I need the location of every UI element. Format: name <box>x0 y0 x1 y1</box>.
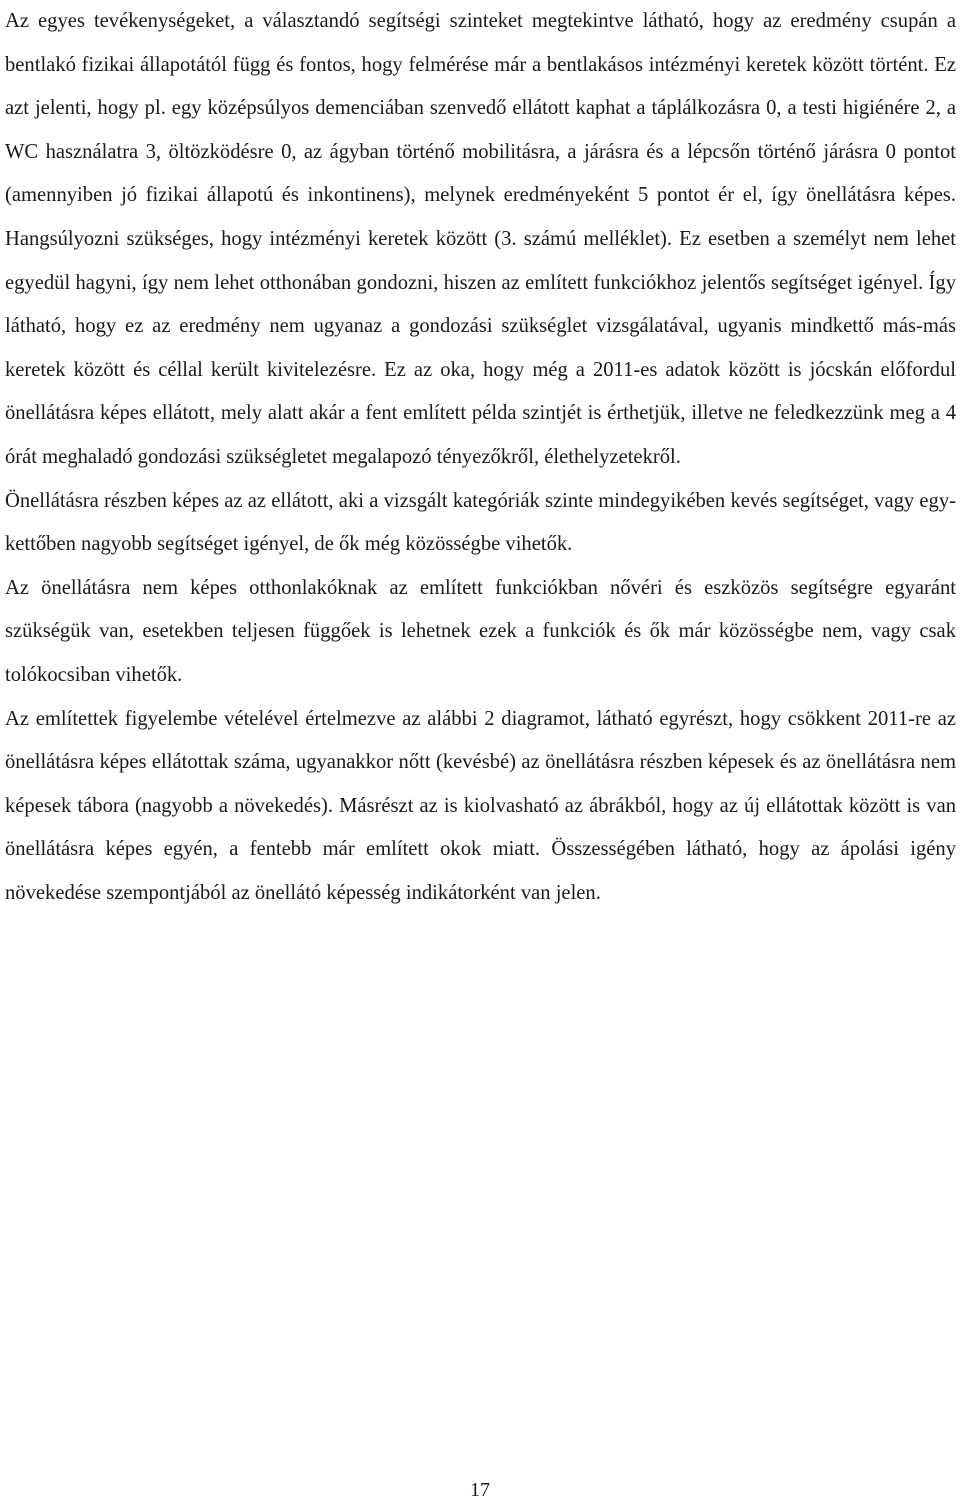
paragraph-diagram-interpretation: Az említettek figyelembe vételével értelmezve az alábbi 2 diagramot, látható egyrészt, hogy csökkent 2011-re az önellátásra képes ellátottak száma, ugyanakkor nőtt (kevésbé) az önellátásra részben képesek és az önellátásra nem képesek tábora (nagyobb a növekedés). Másrészt az is kiolvasható az ábrákból, hogy az új ellátottak között is van önellátásra képes egyén, a fentebb már említett okok miatt. Összességében látható, hogy az ápolási igény növekedése szempontjából az önellátó képesség indikátorként van jelen. <box>5 707 956 904</box>
paragraph-self-care-assessment: Az egyes tevékenységeket, a választandó segítségi szinteket megtekintve látható, hogy az eredmény csupán a bentlakó fizikai állapotától függ és fontos, hogy felmérése már a bentlakásos intézményi keretek között történt. Ez azt jelenti, hogy pl. egy középsúlyos demenciában szenvedő ellátott kaphat a táplálkozásra 0, a testi higiénére 2, a WC használatra 3, öltözködésre 0, az ágyban történő mobilitásra, a járásra és a lépcsőn történő járásra 0 pontot (amennyiben jó fizikai állapotú és inkontinens), melynek eredményeként 5 pontot ér el, így önellátásra képes. Hangsúlyozni szükséges, hogy intézményi keretek között (3. számú melléklet). Ez esetben a személyt nem lehet egyedül hagyni, így nem lehet otthonában gondozni, hiszen az említett funkciókhoz jelentős segítséget igényel. Így látható, hogy ez az eredmény nem ugyanaz a gondozási szükséglet vizsgálatával, ugyanis mindkettő más-más keretek között és céllal került kivitelezésre. Ez az oka, hogy még a 2011-es adatok között is jócskán előfordul önellátásra képes ellátott, mely alatt akár a fent említett példa szintjét is érthetjük, illetve ne feledkezzünk meg a 4 órát meghaladó gondozási szükségletet megalapozó tényezőkről, élethelyzetekről. <box>5 10 956 468</box>
page-number: 17 <box>470 1479 490 1501</box>
paragraph-partial-self-care: Önellátásra részben képes az az ellátott, aki a vizsgált kategóriák szinte mindegyikében kevés segítséget, vagy egy-kettőben nagyobb segítséget igényel, de ők még közösségbe vihetők. <box>5 489 956 556</box>
paragraph-no-self-care: Az önellátásra nem képes otthonlakóknak az említett funkciókban nővéri és eszközös segítségre egyaránt szükségük van, esetekben teljesen függőek is lehetnek ezek a funkciók és ők már közösségbe nem, vagy csak tolókocsiban vihetők. <box>5 576 956 686</box>
document-body <box>5 0 956 915</box>
